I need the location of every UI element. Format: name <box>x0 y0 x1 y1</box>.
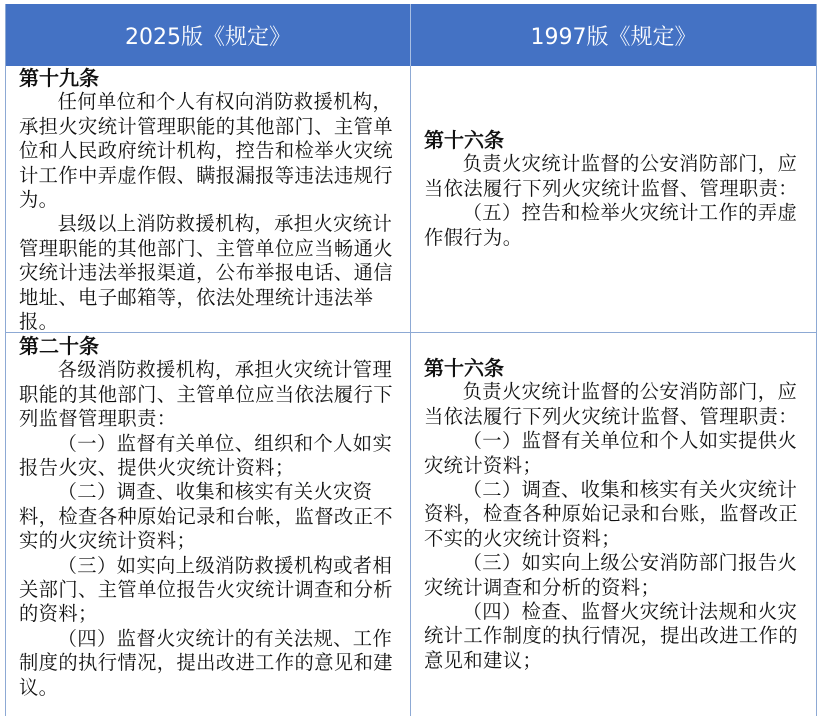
article-paragraph: 负责火灾统计监督的公安消防部门，应当依法履行下列火灾统计监督、管理职责： <box>424 152 798 200</box>
cell-1997-article-16-a <box>424 128 809 250</box>
article-paragraph: 各级消防救援机构，承担火灾统计管理职能的其他部门、主管单位应当依法履行下列监督管理职责： <box>19 358 393 431</box>
article-paragraph: （一）监督有关单位、组织和个人如实报告火灾、提供火灾统计资料； <box>19 431 393 480</box>
article-paragraph: （二）调查、收集和核实有关火灾资料，检查各种原始记录和台帐，监督改正不实的火灾统计资料； <box>19 480 393 553</box>
article-paragraph: （四）检查、监督火灾统计法规和火灾统计工作制度的执行情况，提出改进工作的意见和建议； <box>424 600 798 672</box>
article-title: 第十六条 <box>424 356 504 380</box>
article-title: 第十九条 <box>19 66 99 90</box>
header-1997-version: 1997版《规定》 <box>530 24 697 50</box>
article-paragraph: （一）监督有关单位和个人如实提供火灾统计资料； <box>424 429 798 477</box>
article-paragraph: 任何单位和个人有权向消防救援机构，承担火灾统计管理职能的其他部门、主管单位和人民政府统计机构，控告和检举火灾统计工作中弄虚作假、瞒报漏报等违法违规行为。 <box>19 90 393 212</box>
article-paragraph: 负责火灾统计监督的公安消防部门，应当依法履行下列火灾统计监督、管理职责： <box>424 380 798 428</box>
column-divider <box>410 66 411 716</box>
cell-1997-article-16-b <box>424 356 809 673</box>
comparison-table <box>5 4 817 716</box>
table-header <box>6 4 816 66</box>
article-paragraph: （三）如实向上级公安消防部门报告火灾统计调查和分析的资料； <box>424 551 798 599</box>
article-title: 第十六条 <box>424 128 504 152</box>
article-title: 第二十条 <box>19 334 99 358</box>
cell-2025-article-19 <box>19 66 403 334</box>
article-paragraph: （二）调查、收集和核实有关火灾统计资料，检查各种原始记录和台账，监督改正不实的火灾统计资料； <box>424 478 798 550</box>
cell-2025-article-20 <box>19 334 403 700</box>
header-2025-version: 2025版《规定》 <box>6 4 411 66</box>
article-paragraph: （五）控告和检举火灾统计工作的弄虚作假行为。 <box>424 201 798 249</box>
article-paragraph: （三）如实向上级消防救援机构或者相关部门、主管单位报告火灾统计调查和分析的资料； <box>19 553 393 626</box>
article-paragraph: 县级以上消防救援机构，承担火灾统计管理职能的其他部门、主管单位应当畅通火灾统计违法举报渠道，公布举报电话、通信地址、电子邮箱等，依法处理统计违法举报。 <box>19 212 393 334</box>
article-paragraph: （四）监督火灾统计的有关法规、工作制度的执行情况，提出改进工作的意见和建议。 <box>19 626 393 699</box>
